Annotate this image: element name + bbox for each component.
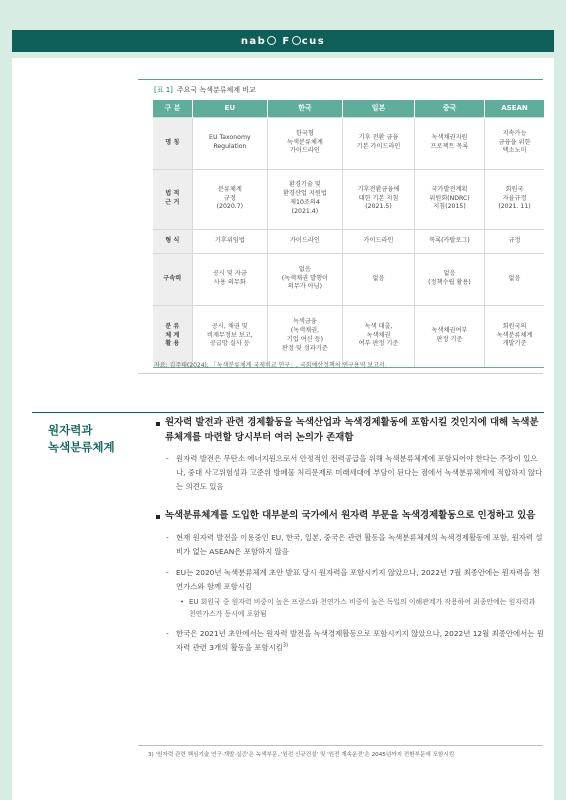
table-cell: 녹색채권지원 프로젝트 목록 [414, 117, 484, 169]
dash-item: - 현재 원자력 발전을 이용중인 EU, 한국, 일본, 중국은 관련 활동을 녹색분류체계의 녹색경제활동에 포함, 원자력 설비가 없는 ASEAN은 포함하지 않음 [166, 532, 543, 556]
logo-text-end: cus [301, 35, 326, 47]
table-cell: 가이드라인 [343, 229, 415, 253]
table-header-cell: EU [193, 100, 268, 117]
table-row [153, 117, 545, 169]
dash-item: - EU는 2020년 녹색분류체계 초안 발표 당시 원자력을 포함시키지 않았으나, 2022년 7월 최종안에는 원자력을 천연가스와 함께 포함시킴 [166, 568, 540, 592]
table-row [153, 253, 545, 305]
top-rule [138, 79, 543, 80]
footnote-ref: 3) [282, 642, 289, 649]
footnote-rule [138, 745, 543, 746]
footnote: 3) '원자력 관련 핵심기술 연구·개발·실증'은 녹색부문, '원전 신규건설' 및 '원전 계속운전'은 2045년까지 전환부문에 포함시킴 [148, 752, 455, 758]
table-cell: 국가발전계획 위원회(NDRC) 지침(2015) [414, 169, 484, 229]
table-caption-text: 주요국 녹색분류체계 비교 [176, 86, 256, 94]
left-margin-band [0, 0, 12, 800]
dot-item-text: EU 회원국 중 원자력 비중이 높은 프랑스와 천연가스 비중이 높은 독일의 이해관계가 작용하여 최종안에는 원자력과 천연가스가 동시에 포함됨 [189, 598, 536, 619]
section-title: 원자력과 녹색분류체계 [48, 423, 115, 454]
table-header-cell: 중국 [414, 100, 484, 117]
brand-logo [241, 36, 325, 47]
table-cell: 목록(카탈로그) [414, 229, 484, 253]
table-header-cell: 한국 [267, 100, 342, 117]
table-cell: 기후위임법 [193, 229, 268, 253]
table-cell: 분 류 체 계 활 용 [153, 305, 193, 367]
table-cell: 분류체계 규정 (2020.7) [193, 169, 268, 229]
table-header-cell: 구 분 [153, 100, 193, 117]
table-header-cell: ASEAN [485, 100, 544, 117]
bullet-heading: 녹색분류체계를 도입한 대부분의 국가에서 원자력 부문을 녹색경제활동으로 인정하고 있음 [156, 509, 544, 524]
table-caption [154, 85, 256, 95]
dash-item-text: 한국은 2021년 초안에서는 원자력 발전을 녹색경제활동으로 포함시키지 않았으나, 2022년 12월 최종안에서는 원자력 관련 3개의 활동을 포함시킴 [176, 629, 544, 653]
table-header-cell: 일본 [343, 100, 415, 117]
logo-text-start: nab [240, 35, 267, 47]
section-rule [32, 412, 544, 413]
dash-item-text: EU는 2020년 녹색분류체계 초안 발표 당시 원자력을 포함시키지 않았으나, 2022년 7월 최종안에는 원자력을 천연가스와 함께 포함시킴 [176, 568, 540, 592]
table-cell: 형 식 [153, 229, 193, 253]
table-cell: 회원국 자율규정 (2021. 11) [485, 169, 544, 229]
table-header-row [153, 100, 545, 117]
table-cell: 명 칭 [153, 117, 193, 169]
dot-item: • EU 회원국 중 원자력 비중이 높은 프랑스와 천연가스 비중이 높은 독일의 이해관계가 작용하여 최종안에는 원자력과 천연가스가 동시에 포함됨 [180, 598, 536, 619]
table-cell: 녹색채권여부 판정 기준 [414, 305, 484, 367]
table-row [153, 169, 545, 229]
table-cell: 법 적 근 거 [153, 169, 193, 229]
table-cell: EU Taxonomy Regulation [193, 117, 268, 169]
logo-bar [12, 30, 554, 52]
table-row [153, 229, 545, 253]
table-cell: 구속력 [153, 253, 193, 305]
table-cell: 공시, 채권 및 비재무정보 보고, 공급망 실사 등 [193, 305, 268, 367]
table-cell: 기후전환금융에 대한 기본 지침 (2021.5) [343, 169, 415, 229]
table-cell: 녹색 대출, 녹색채권 여부 판정 기준 [343, 305, 415, 367]
table-caption-tag: [표 1] [154, 86, 173, 94]
logo-circle-icon-2 [292, 36, 301, 45]
table-cell: 없음 [485, 253, 544, 305]
table-cell: 없음 (녹색채권 발행이 의무가 아님) [267, 253, 342, 305]
table-cell: 한국형 녹색분류체계 가이드라인 [267, 117, 342, 169]
table-cell: 가이드라인 [267, 229, 342, 253]
table-cell: 없음 [343, 253, 415, 305]
table-cell: 녹색금융 (녹색채권, 기업 여신 등) 판정 및 성과기준 [267, 305, 342, 367]
right-margin-band [554, 0, 566, 800]
table-cell: 환경기술 및 환경산업 지원법 제10조의4 (2021.4) [267, 169, 342, 229]
dash-item-text: 현재 원자력 발전을 이용중인 EU, 한국, 일본, 중국은 관련 활동을 녹색분류체계의 녹색경제활동에 포함, 원자력 설비가 없는 ASEAN은 포함하지 않음 [176, 532, 543, 556]
dash-item: - 원자력 발전은 무탄소 에너지원으로서 안정적인 전력공급을 위해 녹색분류체계에 포함되어야 한다는 주장이 있으나, 중대 사고위험성과 고준위 방폐물 처리문제로 미래세대에 부담이 된다는 점에서 녹색분류체계에 적합하지 않다는 의견도 있음 [166, 454, 543, 492]
table-row [153, 305, 545, 367]
table-cell: 기후 전환 금융 기본 가이드라인 [343, 117, 415, 169]
section-content [156, 416, 544, 655]
bullet-heading: 원자력 발전과 관련 경제활동을 녹색산업과 녹색경제활동에 포함시킬 것인지에 대해 녹색분류체계를 마련할 당시부터 여러 논의가 존재함 [156, 416, 544, 445]
logo-circle-icon [267, 36, 276, 45]
table-cell: 공시 및 자금 사용 의무화 [193, 253, 268, 305]
dash-item: - 한국은 2021년 초안에서는 원자력 발전을 녹색경제활동으로 포함시키지 않았으나, 2022년 12월 최종안에서는 원자력 관련 3개의 활동을 포함시킴$^{3)}$ [166, 629, 544, 653]
table-source: 자료: 김주태(2024), 「녹색분류체계 국제비교 연구」, 국회예산정책처 연구용역 보고서. [154, 362, 387, 369]
comparison-table [152, 100, 544, 368]
logo-text-mid: F [282, 35, 291, 47]
table-cell: 지속가능 금융을 위한 택소노미 [485, 117, 544, 169]
dash-item-text: 원자력 발전은 무탄소 에너지원으로서 안정적인 전력공급을 위해 녹색분류체계에 포함되어야 한다는 주장이 있으나, 중대 사고위험성과 고준위 방폐물 처리문제로 미래세대에 부담이 된다는 점에서 녹색분류체계에 적합하지 않다는 의견도 있음 [176, 454, 543, 492]
table-cell: 회원국의 녹색분류체계 개발기준 [485, 305, 544, 367]
table-cell: 규정 [485, 229, 544, 253]
table-cell: 없음 (정책수립 활용) [414, 253, 484, 305]
table-bottom-rule [138, 373, 543, 374]
